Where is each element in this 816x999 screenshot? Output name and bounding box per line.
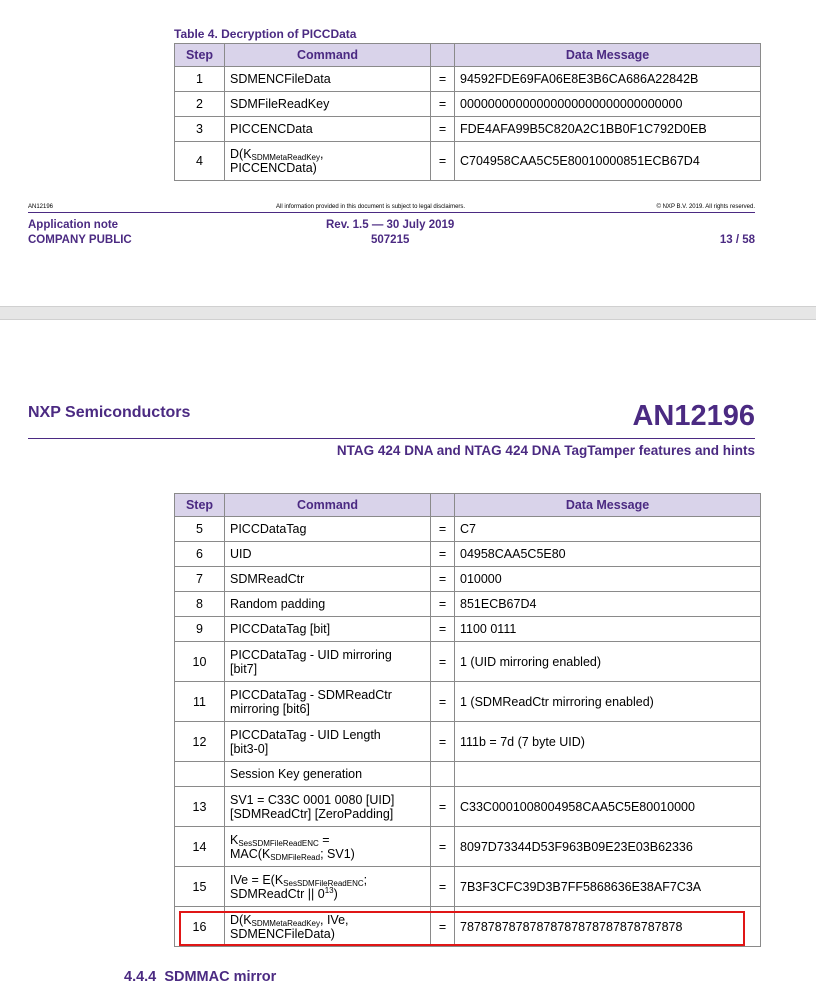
cell-step: 6: [175, 542, 225, 567]
section-title: SDMMAC mirror: [164, 969, 277, 985]
cell-command: [225, 642, 431, 682]
cell-command: [225, 827, 431, 867]
footer-revision: Rev. 1.5 — 30 July 2019: [326, 219, 455, 231]
cell-data: 78787878787878787878787878787878: [455, 907, 761, 947]
cell-eq: =: [431, 92, 455, 117]
cmd-part: SDMReadCtr || 0: [230, 886, 325, 901]
cell-data: C704958CAA5C5E80010000851ECB67D4: [455, 142, 761, 181]
cell-step: 15: [175, 867, 225, 907]
cmd-line: [SDMReadCtr] [ZeroPadding]: [230, 806, 394, 821]
cell-data: FDE4AFA99B5C820A2C1BB0F1C792D0EB: [455, 117, 761, 142]
cmd-part: ; SV1): [320, 846, 355, 861]
cell-data: 111b = 7d (7 byte UID): [455, 722, 761, 762]
cell-step: 13: [175, 787, 225, 827]
cell-eq: =: [431, 142, 455, 181]
cell-command: Session Key generation: [225, 762, 431, 787]
cell-command: [225, 867, 431, 907]
section-number: 4.4.4: [124, 969, 157, 985]
cell-step: [175, 762, 225, 787]
cmd-line: PICCDataTag - SDMReadCtr: [230, 687, 392, 702]
cmd-part: D(K: [230, 912, 252, 927]
header-data-message: Data Message: [455, 494, 761, 517]
header-rule: [28, 438, 755, 439]
cell-eq: =: [431, 642, 455, 682]
cell-eq: =: [431, 517, 455, 542]
document-subtitle: NTAG 424 DNA and NTAG 424 DNA TagTamper features and hints: [336, 443, 755, 458]
table-row: [175, 92, 761, 117]
cell-command: [225, 787, 431, 827]
cell-step: 16: [175, 907, 225, 947]
cmd-line: PICCDataTag - UID Length: [230, 727, 381, 742]
cell-step: 8: [175, 592, 225, 617]
cell-step: 1: [175, 67, 225, 92]
table-row: [175, 117, 761, 142]
cell-data: C7: [455, 517, 761, 542]
footer-number: 507215: [371, 234, 410, 246]
cell-eq: [431, 762, 455, 787]
cell-eq: =: [431, 867, 455, 907]
cell-command: [225, 682, 431, 722]
table-row: [175, 787, 761, 827]
decryption-table: [174, 43, 761, 181]
cmd-part: ,: [320, 147, 324, 161]
cell-command: SDMFileReadKey: [225, 92, 431, 117]
cmd-part: MAC(K: [230, 846, 271, 861]
highlight-box: [179, 911, 745, 946]
decryption-table-continued: [174, 493, 761, 947]
table-row: [175, 542, 761, 567]
cell-step: 12: [175, 722, 225, 762]
cell-data: 010000: [455, 567, 761, 592]
cell-data: [455, 762, 761, 787]
cell-command: PICCENCData: [225, 117, 431, 142]
cmd-subscript: SDMMetaReadKey: [251, 153, 321, 162]
table-caption: Table 4. Decryption of PICCData: [174, 27, 357, 41]
table-row: [175, 642, 761, 682]
header-eq: [431, 44, 455, 67]
footer-disclaimer: All information provided in this document is subject to legal disclaimers.: [276, 204, 466, 210]
cmd-part: ;: [363, 872, 368, 887]
cell-command: [225, 142, 431, 181]
footer-copyright: © NXP B.V. 2019. All rights reserved.: [656, 204, 755, 210]
header-data-message: Data Message: [455, 44, 761, 67]
table-header-row: [175, 494, 761, 517]
cell-step: 10: [175, 642, 225, 682]
cell-eq: =: [431, 592, 455, 617]
cell-step: 7: [175, 567, 225, 592]
cell-eq: =: [431, 67, 455, 92]
page-separator: [0, 306, 816, 320]
cell-step: 4: [175, 142, 225, 181]
company-name: NXP Semiconductors: [28, 404, 191, 421]
header-command: Command: [225, 44, 431, 67]
footer-doctype: Application note: [28, 219, 119, 231]
cmd-line: SV1 = C33C 0001 0080 [UID]: [230, 792, 395, 807]
table-row: [175, 592, 761, 617]
cell-eq: =: [431, 682, 455, 722]
cell-command: SDMReadCtr: [225, 567, 431, 592]
cmd-superscript: 13: [324, 885, 334, 895]
cell-data: 1 (UID mirroring enabled): [455, 642, 761, 682]
cmd-part: SDMENCFileData): [230, 926, 335, 941]
cell-eq: =: [431, 117, 455, 142]
header-step: Step: [175, 494, 225, 517]
table-row: [175, 617, 761, 642]
cell-command: PICCDataTag [bit]: [225, 617, 431, 642]
cell-data: 1 (SDMReadCtr mirroring enabled): [455, 682, 761, 722]
cell-command: UID: [225, 542, 431, 567]
table-row: [175, 867, 761, 907]
table-row: [175, 682, 761, 722]
cmd-part: =: [318, 832, 330, 847]
footer-docid: AN12196: [28, 204, 54, 210]
cell-data: 8097D73344D53F963B09E23E03B62336: [455, 827, 761, 867]
cell-eq: =: [431, 542, 455, 567]
table-row: [175, 517, 761, 542]
cmd-line: mirroring [bit6]: [230, 701, 310, 716]
cell-eq: =: [431, 617, 455, 642]
table-row: [175, 722, 761, 762]
cell-eq: =: [431, 907, 455, 947]
header-command: Command: [225, 494, 431, 517]
cell-eq: =: [431, 827, 455, 867]
cell-data: 00000000000000000000000000000000: [455, 92, 761, 117]
cell-data: 94592FDE69FA06E8E3B6CA686A22842B: [455, 67, 761, 92]
cmd-line: PICCDataTag - UID mirroring: [230, 647, 392, 662]
table-row: [175, 142, 761, 181]
cmd-subscript: SesSDMFileReadENC: [238, 838, 319, 848]
cell-data: 04958CAA5C5E80: [455, 542, 761, 567]
header-step: Step: [175, 44, 225, 67]
cell-step: 5: [175, 517, 225, 542]
cell-command: Random padding: [225, 592, 431, 617]
cmd-part: PICCENCData): [230, 161, 317, 175]
cell-command: SDMENCFileData: [225, 67, 431, 92]
cell-command: [225, 722, 431, 762]
footer-classification: COMPANY PUBLIC: [28, 234, 132, 246]
cell-step: 3: [175, 117, 225, 142]
cell-data: 1100 0111: [455, 617, 761, 642]
table-row: [175, 567, 761, 592]
cell-step: 9: [175, 617, 225, 642]
document-number: AN12196: [632, 400, 755, 432]
cell-data: C33C0001008004958CAA5C5E80010000: [455, 787, 761, 827]
cell-eq: =: [431, 722, 455, 762]
cell-data: 851ECB67D4: [455, 592, 761, 617]
table-row: [175, 67, 761, 92]
footer-rule: [28, 212, 755, 213]
section-heading: [124, 969, 276, 985]
cmd-part: IVe = E(K: [230, 872, 284, 887]
cell-step: 11: [175, 682, 225, 722]
cmd-part: D(K: [230, 147, 252, 161]
cmd-line: [bit3-0]: [230, 741, 269, 756]
cmd-line: [bit7]: [230, 661, 258, 676]
table-row: [175, 827, 761, 867]
cmd-subscript: SDMFileRead: [270, 852, 321, 862]
cell-eq: =: [431, 787, 455, 827]
cell-command: PICCDataTag: [225, 517, 431, 542]
table-header-row: [175, 44, 761, 67]
cell-step: 2: [175, 92, 225, 117]
footer-page-number: 13 / 58: [719, 234, 755, 246]
cmd-part: ): [333, 886, 338, 901]
header-eq: [431, 494, 455, 517]
cell-step: 14: [175, 827, 225, 867]
cmd-subscript: SDMMetaReadKey: [251, 918, 321, 928]
table-row: [175, 762, 761, 787]
cell-data: 7B3F3CFC39D3B7FF5868636E38AF7C3A: [455, 867, 761, 907]
cell-eq: =: [431, 567, 455, 592]
cmd-part: , IVe,: [320, 912, 349, 927]
cmd-subscript: SesSDMFileReadENC: [283, 878, 364, 888]
cmd-part: K: [230, 832, 239, 847]
